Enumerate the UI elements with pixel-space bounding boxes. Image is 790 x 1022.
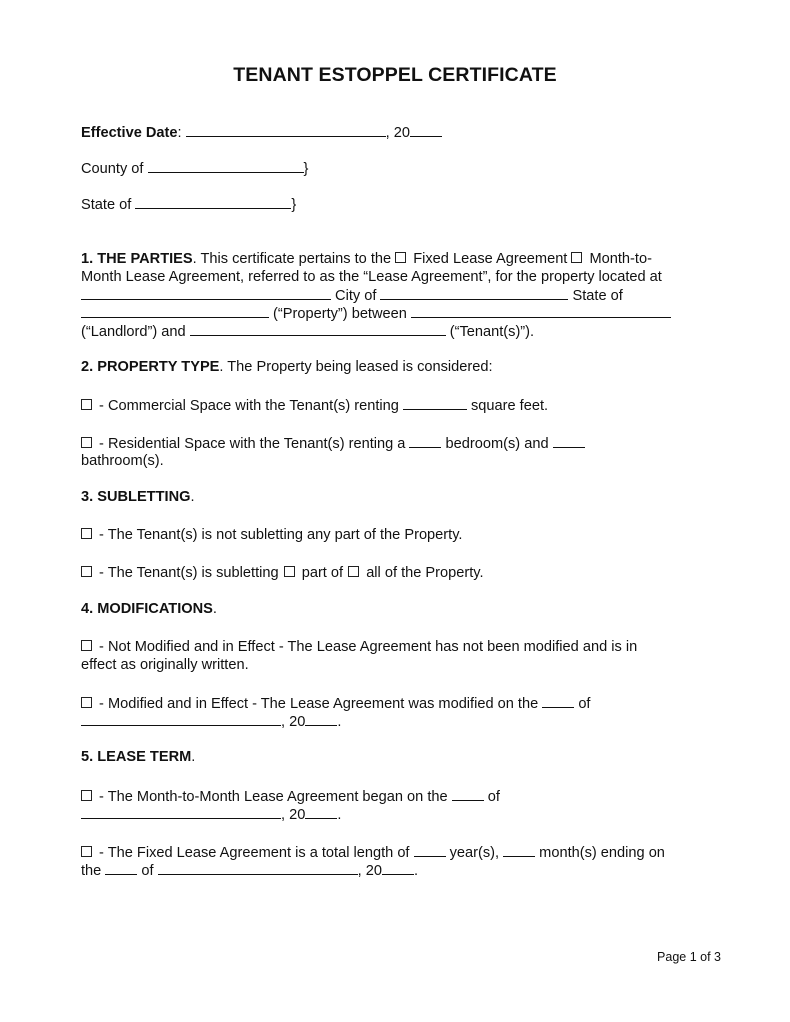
city-of-label: City of [331, 288, 381, 304]
parties-line-2: Month Lease Agreement, referred to as the “Lease Agreement”, for the property located at [81, 269, 662, 285]
not-subletting-row [81, 526, 462, 544]
property-type-heading-row [81, 358, 493, 376]
fixed-term-row-2 [81, 861, 418, 880]
month-to-month-term-checkbox[interactable] [81, 790, 92, 801]
brace: } [291, 197, 297, 213]
tenants-label: (“Tenant(s)”). [445, 324, 535, 340]
parties-line-1 [81, 250, 652, 268]
commercial-label: - Commercial Space with the Tenant(s) renting [95, 398, 403, 414]
commercial-option-row [81, 396, 548, 415]
residential-option-row [81, 434, 585, 453]
landlord-field[interactable] [411, 304, 671, 318]
section-heading-parties: 1. THE PARTIES [81, 251, 193, 267]
end-year-field[interactable] [382, 861, 414, 875]
subletting-all-label: all of the Property. [362, 565, 484, 581]
residential-label: - Residential Space with the Tenant(s) renting a [95, 436, 410, 452]
section-heading-lease-term: 5. LEASE TERM [81, 749, 192, 765]
tenant-field[interactable] [190, 322, 446, 336]
landlord-and-label: (“Landlord”) and [81, 324, 190, 340]
fixed-term-checkbox[interactable] [81, 846, 92, 857]
residential-checkbox[interactable] [81, 437, 92, 448]
county-label: County of [81, 161, 148, 177]
years-label: year(s), [445, 845, 504, 861]
years-field[interactable] [414, 843, 446, 857]
parties-line-4 [81, 304, 671, 323]
period: . [413, 863, 419, 879]
county-row [81, 159, 308, 178]
begin-day-field[interactable] [452, 787, 484, 801]
lease-term-heading-row [81, 748, 195, 766]
begin-month-field[interactable] [81, 805, 281, 819]
page-indicator: Page 1 of 3 [657, 950, 721, 964]
state-row [81, 195, 296, 214]
of-label: of [574, 696, 591, 712]
property-state-field[interactable] [81, 304, 269, 318]
modified-label: - Modified and in Effect - The Lease Agreement was modified on the [95, 696, 543, 712]
modified-year-field[interactable] [305, 712, 337, 726]
subletting-row [81, 564, 484, 582]
year-prefix: , 20 [385, 125, 410, 141]
not-subletting-label: - The Tenant(s) is not subletting any part of the Property. [95, 527, 463, 543]
month-to-month-checkbox[interactable] [571, 252, 582, 263]
begin-year-field[interactable] [305, 805, 337, 819]
state-field[interactable] [135, 195, 291, 209]
parties-text: . This certificate pertains to the [192, 251, 396, 267]
brace: } [303, 161, 309, 177]
commercial-checkbox[interactable] [81, 399, 92, 410]
subletting-label: - The Tenant(s) is subletting [95, 565, 283, 581]
modified-month-field[interactable] [81, 712, 281, 726]
state-of-label: State of [568, 288, 623, 304]
period: . [191, 749, 196, 765]
property-address-field[interactable] [81, 286, 331, 300]
section-heading-modifications: 4. MODIFICATIONS [81, 601, 213, 617]
fixed-lease-checkbox[interactable] [395, 252, 406, 263]
bathrooms-field[interactable] [553, 434, 585, 448]
not-modified-row-2: effect as originally written. [81, 657, 249, 673]
of-label: of [483, 789, 500, 805]
colon: : [177, 125, 182, 141]
of-label: of [137, 863, 158, 879]
effective-date-field[interactable] [186, 123, 386, 137]
city-field[interactable] [380, 286, 568, 300]
subletting-all-checkbox[interactable] [348, 566, 359, 577]
subletting-part-checkbox[interactable] [284, 566, 295, 577]
state-label: State of [81, 197, 136, 213]
end-month-field[interactable] [158, 861, 358, 875]
bedrooms-label: bedroom(s) and [441, 436, 553, 452]
county-field[interactable] [148, 159, 304, 173]
parties-line-3 [81, 286, 623, 305]
modifications-heading-row [81, 600, 217, 618]
month-to-month-label: Month-to- [585, 251, 652, 267]
months-label: month(s) ending on [535, 845, 665, 861]
month-to-month-row-2 [81, 805, 341, 824]
section-heading-subletting: 3. SUBLETTING [81, 489, 191, 505]
modified-checkbox[interactable] [81, 697, 92, 708]
not-subletting-checkbox[interactable] [81, 528, 92, 539]
months-field[interactable] [503, 843, 535, 857]
modified-row [81, 694, 591, 713]
subletting-part-label: part of [297, 565, 348, 581]
square-feet-field[interactable] [403, 396, 467, 410]
residential-option-row-2: bathroom(s). [81, 453, 164, 469]
subletting-heading-row [81, 488, 195, 506]
end-day-field[interactable] [105, 861, 137, 875]
bedrooms-field[interactable] [409, 434, 441, 448]
modified-row-2 [81, 712, 341, 731]
not-modified-checkbox[interactable] [81, 640, 92, 651]
section-heading-property-type: 2. PROPERTY TYPE [81, 359, 220, 375]
period: . [337, 714, 342, 730]
year-prefix: , 20 [357, 863, 382, 879]
the-label: the [81, 863, 106, 879]
month-to-month-row [81, 787, 500, 806]
square-feet-label: square feet. [466, 398, 549, 414]
period: . [337, 807, 342, 823]
year-prefix: , 20 [281, 714, 306, 730]
period: . [190, 489, 195, 505]
effective-date-year-field[interactable] [410, 123, 442, 137]
effective-date-label: Effective Date [81, 125, 178, 141]
not-modified-row [81, 638, 637, 656]
fixed-term-row [81, 843, 665, 862]
month-to-month-term-label: - The Month-to-Month Lease Agreement began on the [95, 789, 452, 805]
parties-line-5 [81, 322, 534, 341]
period: . [212, 601, 217, 617]
document-title: TENANT ESTOPPEL CERTIFICATE [233, 64, 557, 86]
property-type-intro: . The Property being leased is considered: [219, 359, 493, 375]
fixed-lease-label: Fixed Lease Agreement [409, 251, 572, 267]
subletting-checkbox[interactable] [81, 566, 92, 577]
effective-date-row [81, 123, 442, 142]
not-modified-label: - Not Modified and in Effect - The Lease Agreement has not been modified and is in [95, 639, 638, 655]
fixed-term-label: - The Fixed Lease Agreement is a total length of [95, 845, 414, 861]
year-prefix: , 20 [281, 807, 306, 823]
modified-day-field[interactable] [542, 694, 574, 708]
property-between-label: (“Property”) between [269, 306, 411, 322]
